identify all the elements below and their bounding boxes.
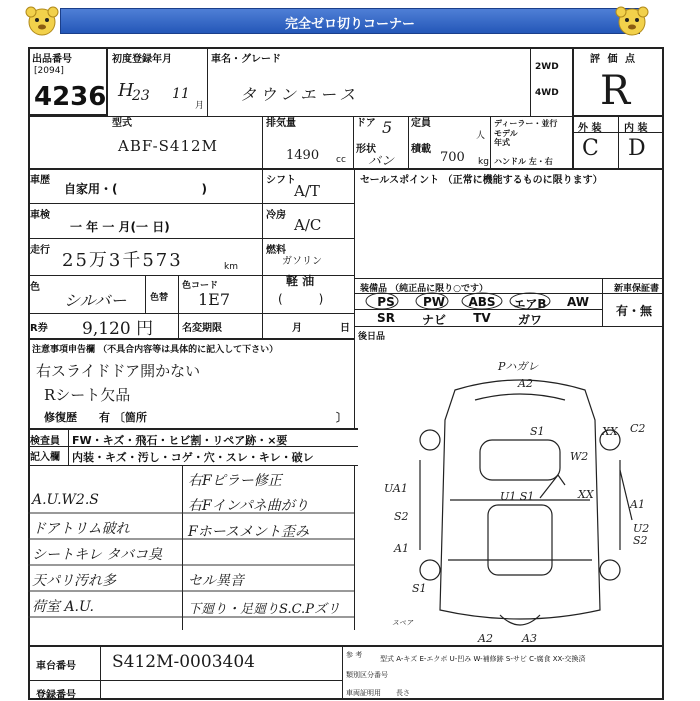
- lot-number: 4236: [34, 82, 107, 112]
- shape-value: バン: [368, 154, 395, 169]
- interior-value: D: [628, 136, 646, 161]
- load-unit: kg: [478, 157, 489, 167]
- svg-text:XX: XX: [578, 488, 594, 501]
- svg-text:A2: A2: [518, 377, 533, 390]
- svg-text:S1: S1: [530, 425, 545, 438]
- svg-text:S2: S2: [394, 510, 409, 523]
- equip-navi: ナビ: [421, 313, 446, 327]
- inspection-value: 一 年 一 月(一 日): [70, 220, 170, 234]
- displacement-value: 1490: [286, 148, 320, 163]
- legend-small: 参 考: [346, 651, 363, 659]
- fuel-value-diesel: 軽 油: [286, 274, 315, 288]
- equip-pw: PW: [422, 295, 446, 309]
- equip-abs: ABS: [468, 295, 496, 309]
- sales-point-title: セールスポイント （正常に機能するものに限ります）: [360, 175, 603, 186]
- chassis-value: S412M-0003404: [112, 652, 255, 672]
- dealer-label: ディーラー・並行: [494, 119, 558, 128]
- name-change-month: 月: [292, 323, 302, 334]
- shift-label: シフト: [266, 175, 296, 186]
- mileage-label: 走行: [30, 245, 50, 256]
- ac-value: A/C: [294, 216, 322, 234]
- doors-label: ドア: [356, 118, 376, 129]
- recycle-label: R券: [30, 323, 48, 334]
- lot-small: [2094]: [34, 66, 64, 76]
- svg-text:S2: S2: [633, 534, 648, 547]
- equip-gawa: ガワ: [517, 313, 542, 327]
- svg-text:A3: A3: [522, 632, 537, 645]
- equip-tv: TV: [473, 311, 491, 325]
- capacity-label: 定員: [411, 118, 431, 129]
- repair-label: 修復歴 有 〔箇所: [44, 411, 147, 424]
- exterior-label: 外 装: [578, 123, 602, 134]
- warranty-value: 有・無: [616, 304, 653, 318]
- shift-value: A/T: [294, 182, 320, 200]
- legend-text: 型式 A-キズ E-エクボ U-凹み W-補修跡 S-サビ C-腐食 XX-交換済: [380, 655, 586, 663]
- banner-title: 完全ゼロ切りコーナー: [284, 17, 415, 32]
- svg-text:XX: XX: [602, 425, 618, 438]
- first-reg-month: 11: [172, 86, 190, 102]
- notes-line1: 右スライドドア開かない: [36, 362, 201, 380]
- registration-label: 登録番号: [36, 690, 76, 701]
- capacity-unit: 人: [476, 131, 486, 141]
- model-year-label: モデル 年式: [494, 129, 518, 147]
- drive-4wd: 4WD: [535, 88, 559, 98]
- model-label: 車名・グレード: [211, 54, 281, 65]
- mascot-bear-icon: [22, 4, 62, 40]
- load-label: 積載: [411, 144, 431, 155]
- inspector-label2: 記入欄: [30, 452, 60, 463]
- remark-left-1: A.U.W2.S: [32, 492, 99, 508]
- usage-value: 自家用・( ): [64, 182, 207, 196]
- notes-title: 注意事項申告欄 （不具合内容等は具体的に記入して下さい）: [32, 345, 279, 355]
- color-label: 色: [30, 282, 40, 293]
- svg-text:C2: C2: [630, 422, 646, 435]
- banner: [0, 0, 700, 40]
- chassis-label: 車台番号: [36, 661, 76, 672]
- recycle-value: 9,120 円: [82, 319, 154, 339]
- svg-text:U1 S1: U1 S1: [500, 490, 535, 503]
- remark-right-5: 下廻り・足廻りS.C.Pズリ: [188, 602, 340, 617]
- remark-left-4: 天パリ汚れ多: [32, 573, 116, 589]
- equip-airbag: エアB: [513, 297, 547, 311]
- inspector-row1: FW・キズ・飛石・ヒビ割・リペア跡・×要: [72, 434, 288, 447]
- mascot-bear-icon: [612, 4, 652, 40]
- legend-cert: 車両証明用: [346, 689, 381, 697]
- banner-bar: [60, 8, 640, 34]
- type-label: 型式: [112, 118, 132, 129]
- notes-line2: Rシート欠品: [44, 386, 131, 404]
- remark-left-5: 荷室 A.U.: [32, 599, 94, 615]
- ac-label: 冷房: [266, 210, 286, 221]
- remark-left-3: シートキレ タバコ臭: [32, 547, 163, 563]
- usage-label: 車歴: [30, 175, 50, 186]
- name-change-label: 名変期限: [182, 323, 222, 334]
- interior-label: 内 装: [624, 123, 648, 134]
- fuel-label: 燃料: [266, 245, 286, 256]
- color-code-value: 1E7: [198, 290, 231, 309]
- equip-sr: SR: [377, 311, 395, 325]
- remark-left-2: ドアトリム破れ: [32, 521, 130, 537]
- remark-right-3: Fホースメント歪み: [188, 524, 310, 540]
- inspection-label: 車検: [30, 210, 50, 221]
- exterior-value: C: [582, 136, 599, 161]
- first-reg-suffix: 月: [195, 101, 205, 111]
- name-change-day: 日: [340, 323, 350, 334]
- model-value: タウンエース: [240, 85, 360, 104]
- grade-value: R: [600, 68, 631, 114]
- vehicle-damage-diagram: [380, 360, 660, 650]
- svg-text:A2: A2: [478, 632, 493, 645]
- color-code-label: 色コード: [182, 281, 219, 291]
- color-swap-label: 色替: [150, 293, 169, 303]
- svg-text:スペア: スペア: [392, 619, 413, 627]
- color-value: シルバー: [64, 291, 127, 310]
- fuel-value-other: ( ): [278, 292, 324, 306]
- equip-aw: AW: [567, 295, 589, 309]
- legend-class: 類別区分番号: [346, 671, 388, 679]
- remark-right-4: セル異音: [188, 573, 244, 589]
- svg-text:Pハガレ: Pハガレ: [498, 360, 539, 373]
- svg-text:A1: A1: [630, 498, 645, 511]
- svg-text:UA1: UA1: [384, 482, 408, 495]
- svg-text:A1: A1: [394, 542, 409, 555]
- mileage-value: 25万3千573: [62, 250, 183, 271]
- equipment-title: 装備品 （純正品に限り○です）: [360, 284, 488, 294]
- displacement-unit: cc: [336, 155, 346, 165]
- remark-right-2: 右Fインパネ曲がり: [188, 498, 309, 514]
- remark-right-1: 右Fピラー修正: [188, 473, 282, 489]
- drive-2wd: 2WD: [535, 62, 559, 72]
- repair-close: 〕: [336, 411, 347, 424]
- first-reg-year: 23: [132, 88, 150, 104]
- handle-label: ハンドル 左・右: [494, 157, 553, 166]
- shape-label: 形状: [356, 144, 376, 155]
- first-reg-era: H: [118, 80, 134, 101]
- load-value: 700: [440, 150, 465, 165]
- type-value: ABF-S412M: [118, 137, 218, 155]
- svg-text:U2: U2: [633, 522, 650, 535]
- displacement-label: 排気量: [266, 118, 296, 129]
- svg-text:S1: S1: [412, 582, 427, 595]
- new-warranty-label: 新車保証書: [614, 284, 660, 294]
- equipment-circles: [360, 292, 600, 312]
- equip-ps: PS: [377, 295, 395, 309]
- remark-ruled-lines: [28, 465, 358, 630]
- inspector-label1: 検査員: [30, 436, 60, 447]
- inspector-row2: 内装・キズ・汚し・コゲ・穴・スレ・キレ・破レ: [72, 451, 314, 464]
- fuel-value-gas: ガソリン: [282, 256, 322, 267]
- lot-label: 出品番号: [32, 54, 72, 65]
- first-reg-label: 初度登録年月: [112, 54, 172, 65]
- doors-value: 5: [382, 118, 393, 137]
- rear-seat-label: 後日品: [358, 332, 386, 342]
- svg-text:W2: W2: [570, 450, 589, 463]
- length-label: 長さ: [396, 689, 410, 697]
- mileage-unit: km: [224, 262, 238, 272]
- grade-label: 評 価 点: [590, 54, 637, 65]
